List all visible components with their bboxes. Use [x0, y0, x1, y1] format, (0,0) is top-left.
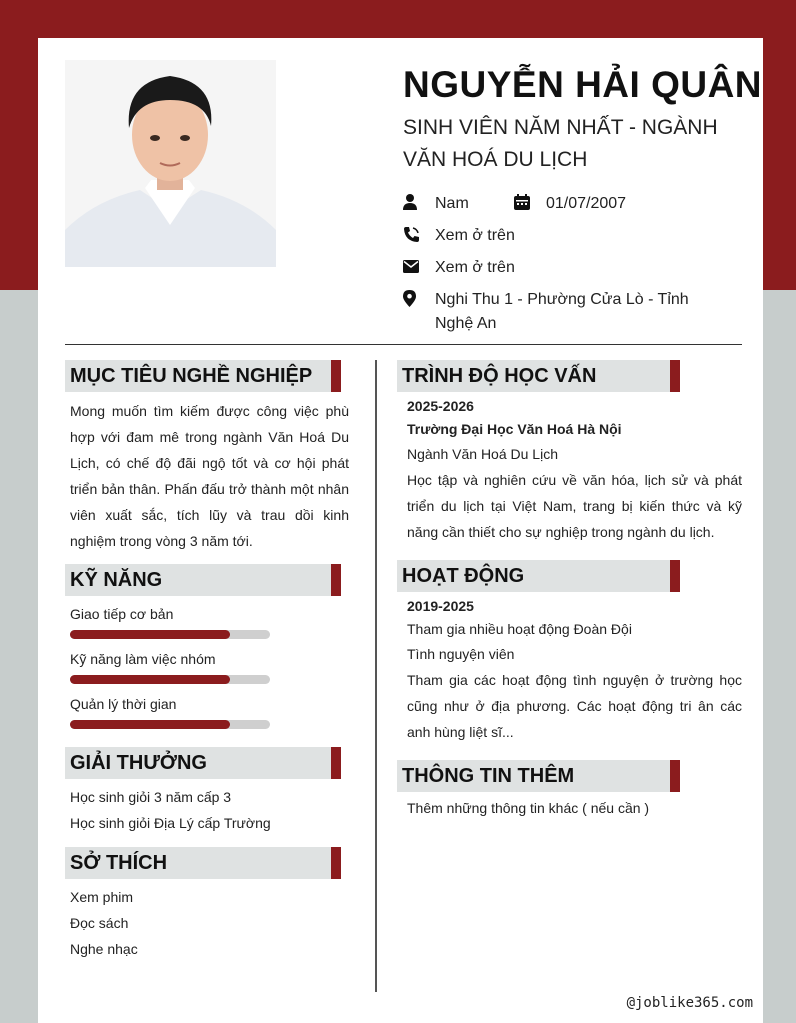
education-school: Trường Đại Học Văn Hoá Hà Nội [407, 421, 622, 437]
gender-value: Nam [435, 195, 469, 212]
activity-period: 2019-2025 [407, 598, 474, 614]
hobby-item: Xem phim [70, 889, 134, 905]
section-accent-bar [670, 560, 680, 592]
section-title: SỞ THÍCH [70, 852, 168, 874]
education-period: 2025-2026 [407, 398, 474, 414]
phone-row [403, 224, 515, 248]
activity-org: Tham gia nhiều hoạt động Đoàn Đội [407, 621, 632, 637]
hobby-item: Nghe nhạc [70, 941, 138, 957]
section-accent-bar [331, 847, 341, 879]
skill-bar-fill [70, 630, 230, 639]
section-title: TRÌNH ĐỘ HỌC VẤN [402, 365, 597, 387]
address-row [403, 288, 723, 336]
candidate-name: NGUYỄN HẢI QUÂN [403, 64, 763, 105]
candidate-title: SINH VIÊN NĂM NHẤT - NGÀNH VĂN HOÁ DU LỊCH [403, 116, 718, 171]
gender-row [403, 192, 469, 216]
section-accent-bar [670, 360, 680, 392]
email-icon [403, 256, 435, 276]
skill-bar [70, 675, 270, 684]
section-activities-header [397, 560, 680, 592]
skill-name: Quản lý thời gian [70, 696, 177, 712]
dob-row [514, 192, 626, 216]
activity-role: Tình nguyện viên [407, 646, 515, 662]
user-icon [403, 192, 435, 212]
section-education-header [397, 360, 680, 392]
section-hobbies-header [65, 847, 341, 879]
address-value: Nghi Thu 1 - Phường Cửa Lò - Tỉnh Nghệ An [435, 291, 689, 332]
award-item: Học sinh giỏi Địa Lý cấp Trường [70, 815, 271, 831]
section-accent-bar [331, 360, 341, 392]
header-divider [65, 344, 742, 345]
section-career-header [65, 360, 341, 392]
section-awards-header [65, 747, 341, 779]
hobby-item: Đọc sách [70, 915, 129, 931]
email-value: Xem ở trên [435, 259, 515, 276]
section-title: THÔNG TIN THÊM [402, 765, 575, 787]
footer-brand: @joblike365.com [626, 995, 753, 1011]
career-objective-text: Mong muốn tìm kiếm được công việc phù hợp với đam mê trong ngành Văn Hoá Du Lịch, có chế độ đãi ngộ tốt và cơ hội phát triển bản thân. Phấn đấu trở thành một nhân viên xuất sắc, tích lũy và trau dồi kinh nghiệm trong vòng 3 năm tới. [70, 403, 349, 549]
activity-description: Tham gia các hoạt động tình nguyện ở trường học cũng như ở địa phương. Các hoạt động tri ân các anh hùng liệt sĩ... [407, 672, 742, 740]
section-extra-header [397, 760, 680, 792]
column-divider [375, 360, 377, 992]
profile-photo [65, 60, 276, 267]
calendar-icon [514, 192, 546, 212]
section-accent-bar [331, 564, 341, 596]
phone-icon [403, 224, 435, 244]
section-title: HOẠT ĐỘNG [402, 565, 525, 587]
section-skills-header [65, 564, 341, 596]
email-row [403, 256, 515, 280]
dob-value: 01/07/2007 [546, 195, 627, 212]
skill-bar-fill [70, 675, 230, 684]
location-icon [403, 288, 435, 308]
skill-bar-fill [70, 720, 230, 729]
education-description: Học tập và nghiên cứu về văn hóa, lịch sử và phát triển du lịch tại Việt Nam, trang bị kiến thức và kỹ năng cần thiết cho sự nghiệp trong ngành du lịch. [407, 472, 742, 540]
education-major: Ngành Văn Hoá Du Lịch [407, 446, 558, 462]
skill-bar [70, 630, 270, 639]
section-accent-bar [670, 760, 680, 792]
section-title: MỤC TIÊU NGHỀ NGHIỆP [70, 365, 313, 387]
skill-bar [70, 720, 270, 729]
phone-value: Xem ở trên [435, 227, 515, 244]
section-accent-bar [331, 747, 341, 779]
skill-name: Giao tiếp cơ bản [70, 606, 174, 622]
award-item: Học sinh giỏi 3 năm cấp 3 [70, 789, 232, 805]
section-title: GIẢI THƯỞNG [70, 752, 207, 774]
skill-name: Kỹ năng làm việc nhóm [70, 651, 216, 667]
extra-info-text: Thêm những thông tin khác ( nếu cần ) [407, 800, 650, 816]
section-title: KỸ NĂNG [70, 569, 163, 591]
